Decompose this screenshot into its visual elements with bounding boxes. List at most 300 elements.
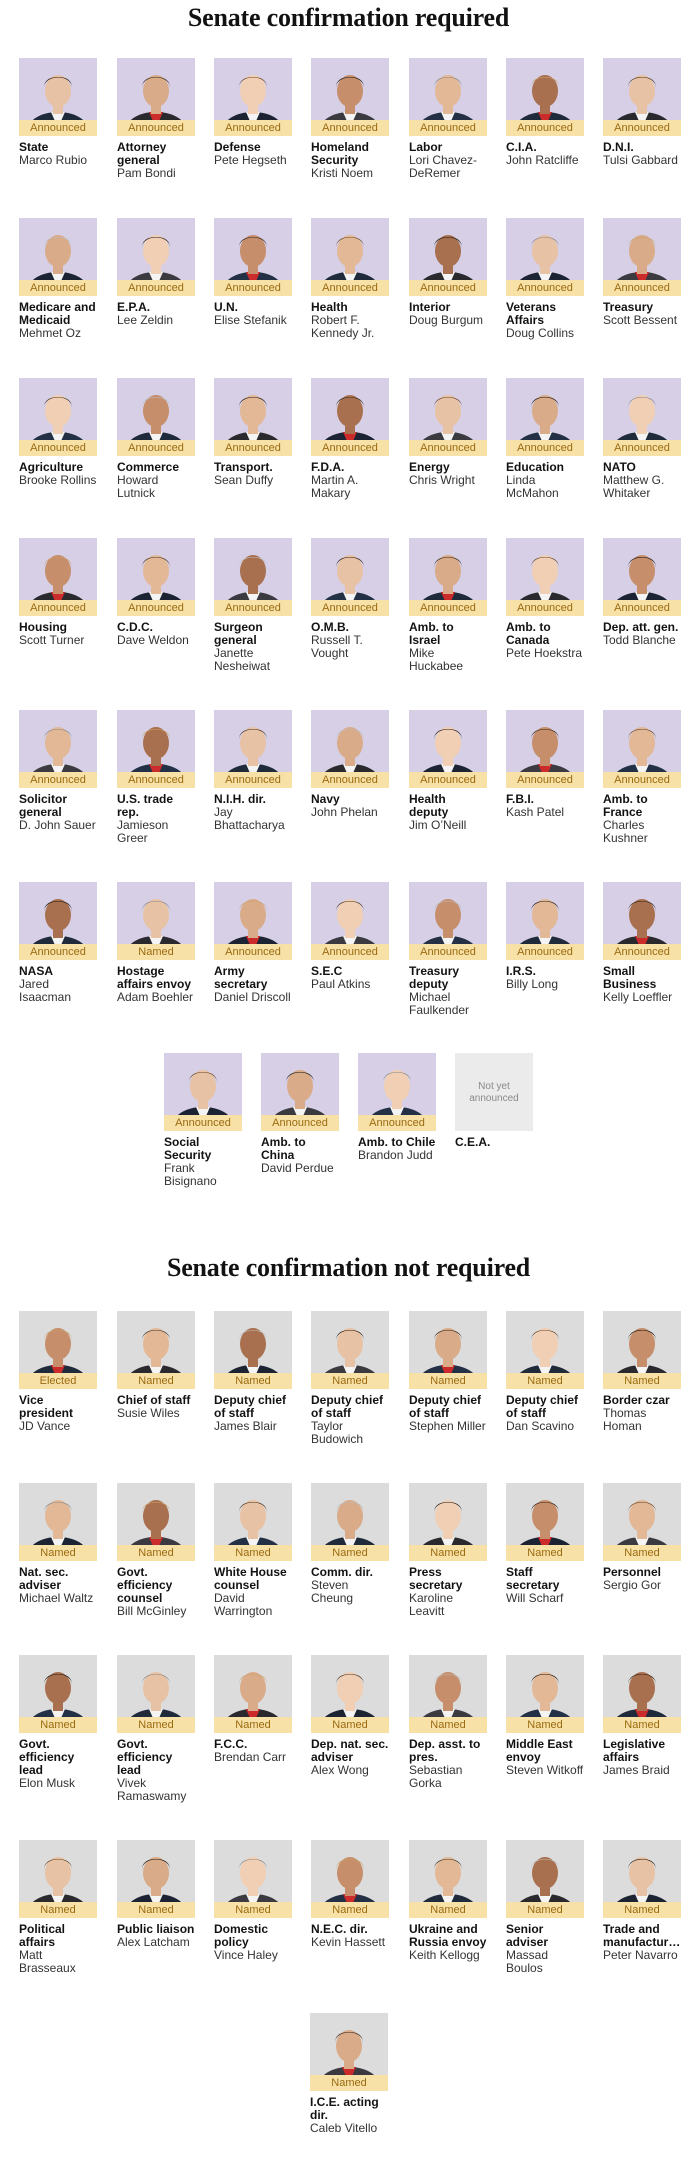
appointee-name: Elon Musk bbox=[19, 1776, 76, 1790]
appointee-card[interactable] bbox=[358, 1053, 436, 1162]
appointee-name: Kevin Hassett bbox=[311, 1935, 386, 1949]
portrait-photo bbox=[19, 882, 97, 960]
status-badge: Named bbox=[117, 1373, 195, 1389]
status-badge: Named bbox=[603, 1717, 681, 1733]
role-label: Political affairs bbox=[19, 1922, 66, 1949]
appointee-name: Thomas Homan bbox=[603, 1406, 647, 1433]
status-badge: Named bbox=[603, 1902, 681, 1918]
portrait-photo bbox=[409, 58, 487, 136]
portrait-photo bbox=[409, 218, 487, 296]
role-label: N.E.C. dir. bbox=[311, 1922, 368, 1936]
appointee-name: Pete Hoekstra bbox=[506, 646, 583, 660]
role-label: Ukraine and Russia envoy bbox=[409, 1922, 487, 1949]
portrait-photo bbox=[117, 1655, 195, 1733]
appointee-card[interactable] bbox=[603, 710, 681, 845]
appointee-name: Alex Wong bbox=[311, 1763, 369, 1777]
appointee-card[interactable] bbox=[311, 378, 389, 500]
portrait-photo bbox=[19, 1311, 97, 1389]
appointee-card[interactable] bbox=[19, 218, 97, 340]
portrait-photo bbox=[214, 538, 292, 616]
status-badge: Announced bbox=[164, 1115, 242, 1131]
appointee-card[interactable] bbox=[214, 1655, 292, 1764]
appointee-card[interactable] bbox=[409, 538, 487, 673]
appointee-name: Massad Boulos bbox=[506, 1948, 549, 1975]
role-label: Deputy chief of staff bbox=[506, 1393, 579, 1420]
status-badge: Announced bbox=[603, 280, 681, 296]
portrait-photo bbox=[409, 710, 487, 788]
appointee-card[interactable] bbox=[164, 1053, 242, 1188]
status-badge: Named bbox=[19, 1902, 97, 1918]
appointee-name: Charles Kushner bbox=[603, 818, 648, 845]
appointee-card[interactable] bbox=[214, 218, 292, 327]
role-label: Border czar bbox=[603, 1393, 670, 1407]
role-label: Public liaison bbox=[117, 1922, 195, 1936]
portrait-photo bbox=[214, 218, 292, 296]
appointee-name: Matt Brasseaux bbox=[19, 1948, 76, 1975]
appointee-name: Marco Rubio bbox=[19, 153, 88, 167]
portrait-photo bbox=[19, 710, 97, 788]
status-badge: Announced bbox=[506, 772, 584, 788]
role-label: Attorney general bbox=[117, 140, 167, 167]
status-badge: Announced bbox=[19, 440, 97, 456]
appointee-name: Scott Turner bbox=[19, 633, 85, 647]
appointee-name: James Braid bbox=[603, 1763, 670, 1777]
appointee-card[interactable] bbox=[409, 1311, 487, 1433]
appointee-name: Scott Bessent bbox=[603, 313, 678, 327]
appointee-card[interactable] bbox=[214, 1311, 292, 1433]
status-badge: Announced bbox=[603, 772, 681, 788]
appointee-name: Elise Stefanik bbox=[214, 313, 287, 327]
portrait-photo bbox=[19, 1840, 97, 1918]
appointee-name: Robert F. Kennedy Jr. bbox=[311, 313, 375, 340]
status-badge: Announced bbox=[603, 120, 681, 136]
portrait-photo bbox=[603, 710, 681, 788]
appointee-card[interactable] bbox=[261, 1053, 339, 1175]
portrait-photo bbox=[409, 1655, 487, 1733]
appointee-name: Howard Lutnick bbox=[117, 473, 159, 500]
status-badge: Announced bbox=[117, 280, 195, 296]
role-label: Education bbox=[506, 460, 565, 474]
appointee-card[interactable] bbox=[603, 538, 681, 647]
appointee-name: Chris Wright bbox=[409, 473, 475, 487]
status-badge: Named bbox=[214, 1373, 292, 1389]
appointee-card[interactable] bbox=[506, 1840, 584, 1975]
appointee-name: Bill McGinley bbox=[117, 1604, 187, 1618]
status-badge: Announced bbox=[409, 772, 487, 788]
appointee-card[interactable] bbox=[214, 58, 292, 167]
status-badge: Named bbox=[117, 944, 195, 960]
portrait-photo bbox=[311, 1311, 389, 1389]
appointee-card[interactable] bbox=[214, 1483, 292, 1618]
appointee-card[interactable] bbox=[603, 1311, 681, 1433]
role-label: Domestic policy bbox=[214, 1922, 269, 1949]
status-badge: Announced bbox=[603, 440, 681, 456]
portrait-photo bbox=[214, 1655, 292, 1733]
portrait-photo bbox=[506, 710, 584, 788]
status-badge: Announced bbox=[603, 944, 681, 960]
role-label: Deputy chief of staff bbox=[409, 1393, 482, 1420]
appointee-name: Steven Cheung bbox=[311, 1578, 354, 1605]
appointee-name: Kristi Noem bbox=[311, 166, 374, 180]
appointee-card[interactable] bbox=[19, 1483, 97, 1605]
appointee-name: Daniel Driscoll bbox=[214, 990, 291, 1004]
role-label: I.R.S. bbox=[506, 964, 537, 978]
appointee-name: Lee Zeldin bbox=[117, 313, 174, 327]
appointee-name: David Warrington bbox=[214, 1591, 273, 1618]
role-label: White House counsel bbox=[214, 1565, 287, 1592]
appointee-card[interactable] bbox=[603, 882, 681, 1004]
role-label: Comm. dir. bbox=[311, 1565, 374, 1579]
appointee-card[interactable] bbox=[19, 1655, 97, 1790]
appointee-card[interactable] bbox=[409, 1655, 487, 1790]
appointee-card[interactable] bbox=[311, 538, 389, 660]
role-label: NATO bbox=[603, 460, 636, 474]
appointee-name: Steven Witkoff bbox=[506, 1763, 584, 1777]
status-badge: Announced bbox=[409, 944, 487, 960]
role-label: Middle East envoy bbox=[506, 1737, 573, 1764]
portrait-photo bbox=[603, 58, 681, 136]
appointee-name: D. John Sauer bbox=[19, 818, 96, 832]
portrait-photo bbox=[409, 1311, 487, 1389]
appointee-card[interactable] bbox=[603, 58, 681, 167]
role-label: F.C.C. bbox=[214, 1737, 248, 1751]
appointee-name: David Perdue bbox=[261, 1161, 334, 1175]
appointee-card[interactable] bbox=[311, 1840, 389, 1949]
appointee-name: Dave Weldon bbox=[117, 633, 189, 647]
status-badge: Announced bbox=[311, 120, 389, 136]
role-label: Small Business bbox=[603, 964, 657, 991]
portrait-photo bbox=[603, 378, 681, 456]
appointee-name: Karoline Leavitt bbox=[409, 1591, 454, 1618]
appointee-card[interactable] bbox=[214, 538, 292, 673]
portrait-photo bbox=[603, 218, 681, 296]
appointee-card[interactable] bbox=[409, 218, 487, 327]
appointee-name: Sean Duffy bbox=[214, 473, 274, 487]
appointee-card[interactable] bbox=[506, 882, 584, 991]
appointee-name: Vince Haley bbox=[214, 1948, 278, 1962]
portrait-photo bbox=[506, 1840, 584, 1918]
status-badge: Named bbox=[311, 1717, 389, 1733]
status-badge: Announced bbox=[409, 120, 487, 136]
appointee-name: John Phelan bbox=[311, 805, 378, 819]
appointee-name: Brooke Rollins bbox=[19, 473, 97, 487]
appointee-card[interactable] bbox=[117, 58, 195, 180]
portrait-photo bbox=[19, 58, 97, 136]
portrait-photo bbox=[214, 710, 292, 788]
status-badge: Announced bbox=[311, 944, 389, 960]
appointee-card[interactable] bbox=[117, 218, 195, 327]
status-badge: Named bbox=[117, 1717, 195, 1733]
status-badge: Announced bbox=[409, 600, 487, 616]
role-label: F.D.A. bbox=[311, 460, 345, 474]
portrait-photo bbox=[506, 538, 584, 616]
role-label: Deputy chief of staff bbox=[214, 1393, 287, 1420]
portrait-photo bbox=[358, 1053, 436, 1131]
role-label: Defense bbox=[214, 140, 261, 154]
portrait-photo bbox=[117, 710, 195, 788]
appointee-card[interactable] bbox=[19, 882, 97, 1004]
portrait-photo bbox=[311, 538, 389, 616]
role-label: N.I.H. dir. bbox=[214, 792, 267, 806]
appointee-card[interactable] bbox=[311, 218, 389, 340]
appointee-card[interactable] bbox=[117, 1483, 195, 1618]
status-badge: Announced bbox=[214, 944, 292, 960]
appointee-card[interactable] bbox=[455, 1053, 533, 1149]
portrait-photo bbox=[117, 882, 195, 960]
appointee-card[interactable] bbox=[506, 378, 584, 500]
status-badge: Named bbox=[117, 1545, 195, 1561]
status-badge: Named bbox=[19, 1717, 97, 1733]
role-label: U.S. trade rep. bbox=[117, 792, 174, 819]
appointee-card[interactable] bbox=[214, 710, 292, 832]
role-label: Press secretary bbox=[409, 1565, 463, 1592]
appointee-card[interactable] bbox=[409, 1840, 487, 1962]
appointee-card[interactable] bbox=[117, 1840, 195, 1949]
status-badge: Announced bbox=[214, 280, 292, 296]
appointee-name: Billy Long bbox=[506, 977, 559, 991]
appointee-card[interactable] bbox=[214, 378, 292, 487]
role-label: Treasury bbox=[603, 300, 654, 314]
appointee-card[interactable] bbox=[506, 1655, 584, 1777]
portrait-photo bbox=[506, 1311, 584, 1389]
portrait-photo bbox=[117, 378, 195, 456]
appointee-card[interactable] bbox=[311, 1655, 389, 1777]
portrait-photo bbox=[214, 378, 292, 456]
portrait-photo bbox=[409, 882, 487, 960]
role-label: Amb. to France bbox=[603, 792, 648, 819]
appointee-name: Brandon Judd bbox=[358, 1148, 433, 1162]
status-badge: Named bbox=[117, 1902, 195, 1918]
appointee-card[interactable] bbox=[117, 378, 195, 500]
status-badge: Announced bbox=[261, 1115, 339, 1131]
portrait-photo bbox=[19, 1655, 97, 1733]
appointee-card[interactable] bbox=[19, 58, 97, 167]
section-title: Senate confirmation not required bbox=[166, 1253, 531, 1282]
status-badge: Announced bbox=[311, 440, 389, 456]
appointee-card[interactable] bbox=[311, 1311, 389, 1446]
portrait-photo bbox=[214, 882, 292, 960]
appointee-name: Tulsi Gabbard bbox=[603, 153, 678, 167]
appointee-card[interactable] bbox=[506, 538, 584, 660]
appointee-name: Matthew G. Whitaker bbox=[603, 473, 665, 500]
appointee-card[interactable] bbox=[603, 1840, 681, 1962]
appointee-card[interactable] bbox=[506, 58, 584, 167]
status-badge: Announced bbox=[358, 1115, 436, 1131]
appointee-card[interactable] bbox=[19, 378, 97, 487]
status-badge: Named bbox=[603, 1373, 681, 1389]
portrait-photo bbox=[19, 378, 97, 456]
status-badge: Named bbox=[311, 1373, 389, 1389]
status-badge: Announced bbox=[506, 600, 584, 616]
appointee-card[interactable] bbox=[311, 58, 389, 180]
status-badge: Announced bbox=[214, 600, 292, 616]
appointee-card[interactable] bbox=[603, 378, 681, 500]
portrait-photo bbox=[261, 1053, 339, 1131]
appointee-name: Linda McMahon bbox=[506, 473, 559, 500]
portrait-photo bbox=[311, 710, 389, 788]
status-badge: Announced bbox=[19, 944, 97, 960]
appointee-card[interactable] bbox=[311, 710, 389, 819]
portrait-photo bbox=[311, 58, 389, 136]
role-label: Social Security bbox=[164, 1135, 212, 1162]
appointee-card[interactable] bbox=[19, 1840, 97, 1975]
portrait-photo bbox=[409, 538, 487, 616]
appointee-card[interactable] bbox=[214, 882, 292, 1004]
role-label: D.N.I. bbox=[603, 140, 634, 154]
appointee-card[interactable] bbox=[310, 2013, 388, 2135]
portrait-photo bbox=[506, 1655, 584, 1733]
status-badge: Announced bbox=[409, 280, 487, 296]
appointee-name: Alex Latcham bbox=[117, 1935, 190, 1949]
portrait-photo bbox=[117, 1311, 195, 1389]
appointee-name: Kash Patel bbox=[506, 805, 565, 819]
appointee-name: Lori Chavez-DeRemer bbox=[409, 153, 478, 180]
role-label: Army secretary bbox=[214, 964, 268, 991]
appointee-card[interactable] bbox=[506, 710, 584, 819]
appointee-name: Doug Collins bbox=[506, 326, 575, 340]
portrait-photo bbox=[311, 1655, 389, 1733]
appointee-card[interactable] bbox=[19, 710, 97, 832]
role-label: Amb. to Israel bbox=[409, 620, 454, 647]
role-label: Agriculture bbox=[19, 460, 84, 474]
role-label: Dep. asst. to pres. bbox=[409, 1737, 481, 1764]
portrait-photo bbox=[409, 1840, 487, 1918]
role-label: Solicitor general bbox=[19, 792, 68, 819]
role-label: Homeland Security bbox=[311, 140, 370, 167]
appointee-card[interactable] bbox=[603, 1483, 681, 1592]
portrait-photo bbox=[311, 882, 389, 960]
role-label: I.C.E. acting dir. bbox=[310, 2095, 379, 2122]
role-label: Chief of staff bbox=[117, 1393, 191, 1407]
role-label: Deputy chief of staff bbox=[311, 1393, 384, 1420]
portrait-photo bbox=[409, 378, 487, 456]
photo-placeholder bbox=[455, 1053, 533, 1131]
status-badge: Announced bbox=[506, 944, 584, 960]
appointee-card[interactable] bbox=[214, 1840, 292, 1962]
appointee-name: Jim O’Neill bbox=[409, 818, 467, 832]
appointee-card[interactable] bbox=[506, 218, 584, 340]
portrait-photo bbox=[409, 1483, 487, 1561]
portrait-photo bbox=[19, 218, 97, 296]
status-badge: Announced bbox=[506, 440, 584, 456]
role-label: S.E.C bbox=[311, 964, 343, 978]
appointee-name: Dan Scavino bbox=[506, 1419, 575, 1433]
appointee-name: Vivek Ramaswamy bbox=[117, 1776, 187, 1803]
appointee-card[interactable] bbox=[117, 1311, 195, 1420]
appointee-name: Jay Bhattacharya bbox=[214, 805, 285, 832]
appointee-card[interactable] bbox=[409, 882, 487, 1017]
appointee-name: Brendan Carr bbox=[214, 1750, 287, 1764]
appointee-card[interactable] bbox=[603, 218, 681, 327]
role-label: O.M.B. bbox=[311, 620, 349, 634]
portrait-photo bbox=[311, 1840, 389, 1918]
role-label: NASA bbox=[19, 964, 54, 978]
role-label: Govt. efficiency lead bbox=[19, 1737, 75, 1777]
portrait-photo bbox=[214, 1483, 292, 1561]
appointee-name: Martin A. Makary bbox=[311, 473, 359, 500]
appointee-card[interactable] bbox=[117, 710, 195, 845]
appointee-name: Peter Navarro bbox=[603, 1948, 678, 1962]
role-label: Navy bbox=[311, 792, 340, 806]
appointee-name: Stephen Miller bbox=[409, 1419, 486, 1433]
appointee-name: Mike Huckabee bbox=[409, 646, 464, 673]
appointee-card[interactable] bbox=[19, 538, 97, 647]
appointee-card[interactable] bbox=[603, 1655, 681, 1777]
appointee-card[interactable] bbox=[409, 58, 487, 180]
status-badge: Announced bbox=[19, 600, 97, 616]
status-badge: Named bbox=[506, 1545, 584, 1561]
appointee-card[interactable] bbox=[117, 538, 195, 647]
status-badge: Announced bbox=[214, 440, 292, 456]
appointee-card[interactable] bbox=[506, 1311, 584, 1433]
portrait-photo bbox=[603, 1840, 681, 1918]
status-badge: Announced bbox=[117, 600, 195, 616]
status-badge: Announced bbox=[117, 772, 195, 788]
status-badge: Named bbox=[310, 2075, 388, 2091]
portrait-photo bbox=[603, 1483, 681, 1561]
appointee-card[interactable] bbox=[311, 882, 389, 991]
appointee-name: Russell T. Vought bbox=[311, 633, 363, 660]
role-label: Senior adviser bbox=[506, 1922, 549, 1949]
appointee-card[interactable] bbox=[19, 1311, 97, 1433]
appointee-name: Frank Bisignano bbox=[164, 1161, 217, 1188]
appointee-name: Jamieson Greer bbox=[117, 818, 169, 845]
appointee-name: Sebastian Gorka bbox=[409, 1763, 463, 1790]
role-label: Interior bbox=[409, 300, 451, 314]
status-badge: Announced bbox=[311, 280, 389, 296]
appointee-card[interactable] bbox=[506, 1483, 584, 1605]
role-label: C.E.A. bbox=[455, 1135, 491, 1149]
appointee-card[interactable] bbox=[311, 1483, 389, 1605]
role-label: Commerce bbox=[117, 460, 180, 474]
appointee-name: Doug Burgum bbox=[409, 313, 484, 327]
appointee-name: John Ratcliffe bbox=[506, 153, 579, 167]
appointee-card[interactable] bbox=[409, 1483, 487, 1618]
portrait-photo bbox=[311, 218, 389, 296]
role-label: Govt. efficiency counsel bbox=[117, 1565, 173, 1605]
not-announced-label: Not yet announced bbox=[469, 1081, 519, 1104]
portrait-photo bbox=[164, 1053, 242, 1131]
appointee-name: Caleb Vitello bbox=[310, 2121, 378, 2135]
role-label: Health bbox=[311, 300, 348, 314]
appointee-name: James Blair bbox=[214, 1419, 277, 1433]
portrait-photo bbox=[214, 1840, 292, 1918]
role-label: Dep. nat. sec. adviser bbox=[311, 1737, 389, 1764]
role-label: Amb. to Canada bbox=[506, 620, 551, 647]
appointee-card[interactable] bbox=[117, 882, 195, 1004]
role-label: Medicare and Medicaid bbox=[19, 300, 96, 327]
appointee-card[interactable] bbox=[409, 378, 487, 487]
portrait-photo bbox=[603, 1311, 681, 1389]
appointee-card[interactable] bbox=[117, 1655, 195, 1803]
appointee-name: Adam Boehler bbox=[117, 990, 194, 1004]
appointee-card[interactable] bbox=[409, 710, 487, 832]
role-label: C.I.A. bbox=[506, 140, 537, 154]
appointee-name: Will Scharf bbox=[506, 1591, 564, 1605]
portrait-photo bbox=[311, 1483, 389, 1561]
role-label: State bbox=[19, 140, 49, 154]
portrait-photo bbox=[117, 538, 195, 616]
portrait-photo bbox=[117, 1483, 195, 1561]
role-label: Trade and manufactur… bbox=[603, 1922, 681, 1949]
portrait-photo bbox=[603, 1655, 681, 1733]
role-label: Labor bbox=[409, 140, 443, 154]
status-badge: Elected bbox=[19, 1373, 97, 1389]
appointee-name: Michael Faulkender bbox=[409, 990, 470, 1017]
appointee-name: Kelly Loeffler bbox=[603, 990, 673, 1004]
status-badge: Named bbox=[409, 1545, 487, 1561]
status-badge: Announced bbox=[19, 772, 97, 788]
